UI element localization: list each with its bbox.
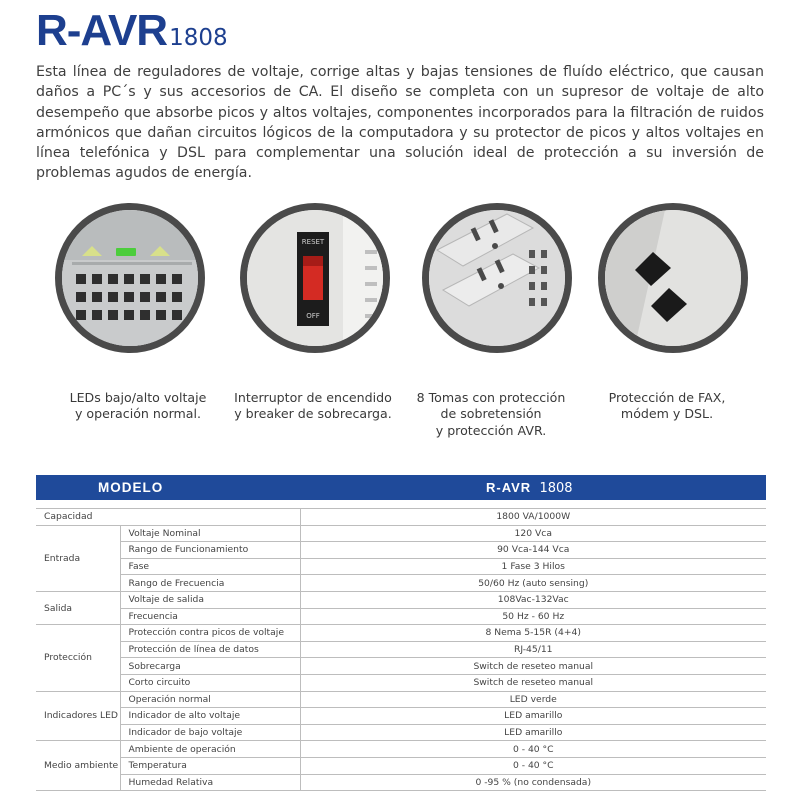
feature-leds — [50, 203, 210, 353]
spec-value: 0 - 40 °C — [300, 741, 766, 758]
spec-group: Medio ambiente — [36, 741, 120, 791]
spec-value: 0 - 40 °C — [300, 757, 766, 774]
spec-label: Frecuencia — [120, 608, 300, 625]
fax-photo — [598, 203, 748, 353]
table-row — [36, 525, 766, 542]
table-row — [36, 509, 766, 526]
svg-text:RESET: RESET — [301, 238, 325, 246]
table-row — [36, 575, 766, 592]
table-row — [36, 724, 766, 741]
spec-value: RJ-45/11 — [300, 641, 766, 658]
spec-value: LED verde — [300, 691, 766, 708]
intro-paragraph: Esta línea de reguladores de voltaje, corrige altas y bajas tensiones de fluído eléctrico, que causan daños a PC´s y sus accesorios de CA. El diseño se completa con un supresor de voltaje de alto desempeño que absorbe picos y altos voltajes, componentes incorporados para la filtración de ruidos armónicos que dañan circuitos lógicos de la computadora y su protector de picos y altos voltajes en línea telefónica y DSL para complementar una solución ideal de protección a su inversión de problemas agudos de energía. — [36, 64, 764, 182]
spec-label: Indicador de bajo voltaje — [120, 724, 300, 741]
spec-value: Switch de reseteo manual — [300, 674, 766, 691]
spec-value: 120 Vca — [300, 525, 766, 542]
spec-value: 90 Vca-144 Vca — [300, 542, 766, 559]
caption-text: Interruptor de encendido y breaker de sobrecarga. — [234, 390, 392, 422]
spec-label: Operación normal — [120, 691, 300, 708]
table-row — [36, 774, 766, 791]
spec-value: 8 Nema 5-15R (4+4) — [300, 625, 766, 642]
header-model-label: MODELO — [98, 480, 164, 495]
spec-label: Corto circuito — [120, 674, 300, 691]
spec-group: Capacidad — [36, 509, 300, 526]
feature-outlets — [417, 203, 577, 353]
spec-label: Temperatura — [120, 757, 300, 774]
spec-group: Indicadores LED — [36, 691, 120, 741]
feature-caption-leds — [43, 390, 233, 423]
spec-value: 50/60 Hz (auto sensing) — [300, 575, 766, 592]
caption-text: Protección de FAX, módem y DSL. — [608, 390, 726, 422]
feature-caption-fax — [572, 390, 762, 423]
table-row — [36, 757, 766, 774]
spec-group: Protección — [36, 625, 120, 691]
svg-text:OFF: OFF — [306, 312, 320, 320]
table-row — [36, 608, 766, 625]
feature-caption-switch — [218, 390, 408, 423]
caption-text: 8 Tomas con protección de sobretensión y protección AVR. — [416, 390, 566, 438]
table-row — [36, 641, 766, 658]
table-row — [36, 708, 766, 725]
spec-label: Humedad Relativa — [120, 774, 300, 791]
table-row — [36, 591, 766, 608]
table-row — [36, 625, 766, 642]
spec-group: Salida — [36, 591, 120, 624]
spec-label: Protección contra picos de voltaje — [120, 625, 300, 642]
switch-photo — [240, 203, 390, 353]
feature-switch — [235, 203, 395, 353]
spec-value: 50 Hz - 60 Hz — [300, 608, 766, 625]
spec-label: Sobrecarga — [120, 658, 300, 675]
product-model: R-AVR — [36, 6, 168, 55]
spec-label: Indicador de alto voltaje — [120, 708, 300, 725]
caption-text: LEDs bajo/alto voltaje y operación normal. — [69, 390, 207, 422]
table-header — [36, 475, 766, 500]
spec-group: Entrada — [36, 525, 120, 591]
spec-value: 108Vac-132Vac — [300, 591, 766, 608]
feature-caption-outlets — [396, 390, 586, 439]
table-row — [36, 542, 766, 559]
leds-photo — [55, 203, 205, 353]
header-model-name: R-AVR 1808 — [486, 480, 573, 496]
spec-value: 0 -95 % (no condensada) — [300, 774, 766, 791]
feature-fax — [593, 203, 753, 353]
spec-table — [36, 508, 766, 791]
spec-label: Rango de Frecuencia — [120, 575, 300, 592]
spec-value: LED amarillo — [300, 724, 766, 741]
product-number: 1808 — [169, 25, 228, 51]
normal-led-icon — [116, 248, 136, 256]
spec-label: Voltaje Nominal — [120, 525, 300, 542]
spec-value: 1800 VA/1000W — [300, 509, 766, 526]
spec-label: Ambiente de operación — [120, 741, 300, 758]
table-row — [36, 558, 766, 575]
table-row — [36, 658, 766, 675]
spec-label: Protección de línea de datos — [120, 641, 300, 658]
product-title — [36, 6, 228, 56]
outlets-photo — [422, 203, 572, 353]
spec-value: LED amarillo — [300, 708, 766, 725]
spec-value: 1 Fase 3 Hilos — [300, 558, 766, 575]
spec-label: Rango de Funcionamiento — [120, 542, 300, 559]
table-row — [36, 674, 766, 691]
spec-label: Voltaje de salida — [120, 591, 300, 608]
spec-label: Fase — [120, 558, 300, 575]
spec-value: Switch de reseteo manual — [300, 658, 766, 675]
table-row — [36, 691, 766, 708]
table-row — [36, 741, 766, 758]
